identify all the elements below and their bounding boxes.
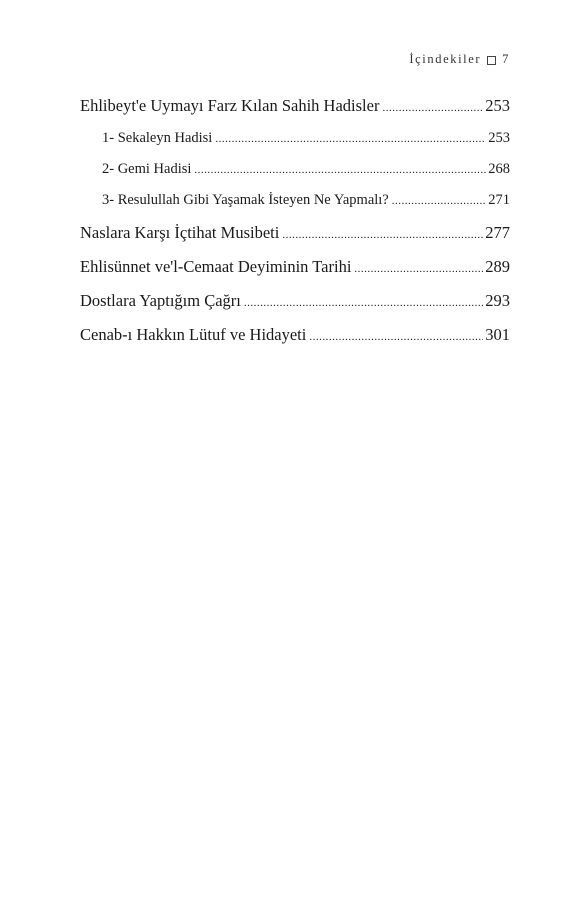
- toc-entry[interactable]: [80, 325, 510, 359]
- toc-entry-title: 2- Gemi Hadisi: [102, 161, 192, 177]
- toc-entry-page: 301: [485, 325, 510, 344]
- toc-entry-page: 277: [485, 223, 510, 242]
- toc-leader-dots: [392, 195, 487, 207]
- toc-leader-dots: [382, 102, 483, 114]
- toc-entry-title: Ehlibeyt'e Uymayı Farz Kılan Sahih Hadisler: [80, 96, 380, 115]
- header-page-number: 7: [502, 52, 510, 66]
- toc-entry[interactable]: [80, 257, 510, 291]
- toc-entry-page: 271: [488, 192, 510, 208]
- toc-entry-page: 293: [485, 291, 510, 310]
- table-of-contents: [80, 96, 510, 359]
- toc-entry-page: 253: [488, 130, 510, 146]
- toc-entry[interactable]: [80, 223, 510, 257]
- toc-entry-title: 3- Resulullah Gibi Yaşamak İsteyen Ne Yapmalı?: [102, 192, 389, 208]
- toc-leader-dots: [309, 331, 483, 343]
- toc-entry-page: 268: [488, 161, 510, 177]
- toc-entry-title: Cenab-ı Hakkın Lütuf ve Hidayeti: [80, 325, 307, 344]
- toc-entry-title: Naslara Karşı İçtihat Musibeti: [80, 223, 280, 242]
- toc-leader-dots: [244, 297, 483, 309]
- toc-leader-dots: [194, 164, 486, 176]
- toc-subentry[interactable]: [80, 130, 510, 161]
- toc-subentry[interactable]: [80, 192, 510, 223]
- running-header: [409, 52, 510, 67]
- toc-leader-dots: [354, 263, 483, 275]
- toc-subentry[interactable]: [80, 161, 510, 192]
- toc-leader-dots: [215, 133, 486, 145]
- square-separator-icon: [487, 56, 496, 65]
- toc-entry-title: Dostlara Yaptığım Çağrı: [80, 291, 241, 310]
- toc-entry[interactable]: [80, 291, 510, 325]
- toc-entry-page: 289: [485, 257, 510, 276]
- toc-entry-page: 253: [485, 96, 510, 115]
- toc-entry-title: Ehlisünnet ve'l-Cemaat Deyiminin Tarihi: [80, 257, 352, 276]
- toc-entry[interactable]: [80, 96, 510, 130]
- toc-leader-dots: [282, 229, 483, 241]
- toc-entry-title: 1- Sekaleyn Hadisi: [102, 130, 213, 146]
- header-title: İçindekiler: [409, 52, 482, 66]
